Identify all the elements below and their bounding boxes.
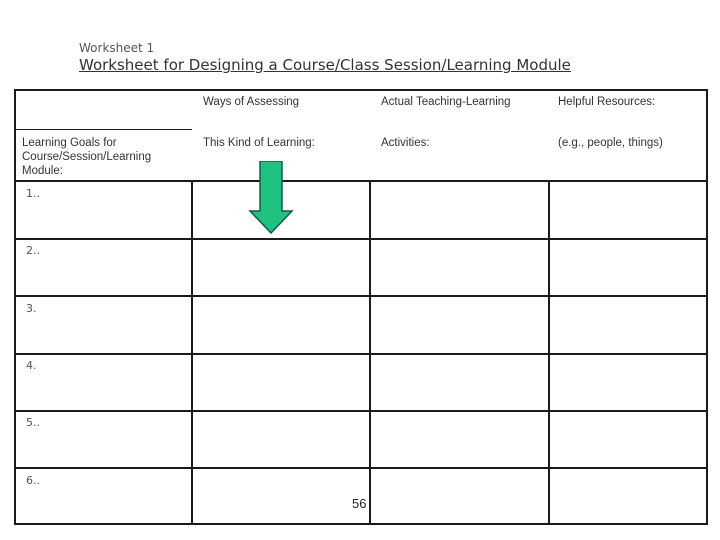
row-divider	[14, 295, 708, 297]
row-label-4: 4.	[26, 359, 37, 372]
table-border-bottom	[14, 523, 708, 525]
row-label-6: 6..	[26, 474, 40, 487]
header-this-kind-of-learning: This Kind of Learning:	[203, 137, 315, 149]
table-border-top	[14, 89, 708, 91]
header-learning-goals: Learning Goals for Course/Session/Learning Module:	[22, 137, 152, 177]
header-actual-teaching-learning: Actual Teaching-Learning	[381, 96, 511, 108]
table-border-right	[706, 89, 708, 525]
row-label-1: 1..	[26, 187, 40, 200]
column-divider	[191, 180, 193, 525]
header-resources-examples: (e.g., people, things)	[558, 137, 663, 149]
down-arrow-icon	[248, 161, 294, 235]
row-divider	[14, 180, 708, 182]
row-label-3: 3.	[26, 302, 37, 315]
row-divider	[14, 353, 708, 355]
row-divider	[14, 238, 708, 240]
row-divider	[14, 410, 708, 412]
header-ways-of-assessing: Ways of Assessing	[203, 96, 300, 108]
row-divider	[14, 467, 708, 469]
worksheet-label: Worksheet 1	[79, 41, 155, 55]
table-border-left	[14, 89, 16, 525]
header-helpful-resources: Helpful Resources:	[558, 96, 656, 108]
row-label-5: 5..	[26, 416, 40, 429]
header-divider	[14, 129, 192, 130]
page-title: Worksheet for Designing a Course/Class Session/Learning Module	[79, 56, 571, 74]
page-number: 56	[352, 496, 367, 511]
column-divider	[369, 180, 371, 525]
header-activities: Activities:	[381, 137, 430, 149]
row-label-2: 2..	[26, 244, 40, 257]
column-divider	[548, 180, 550, 525]
